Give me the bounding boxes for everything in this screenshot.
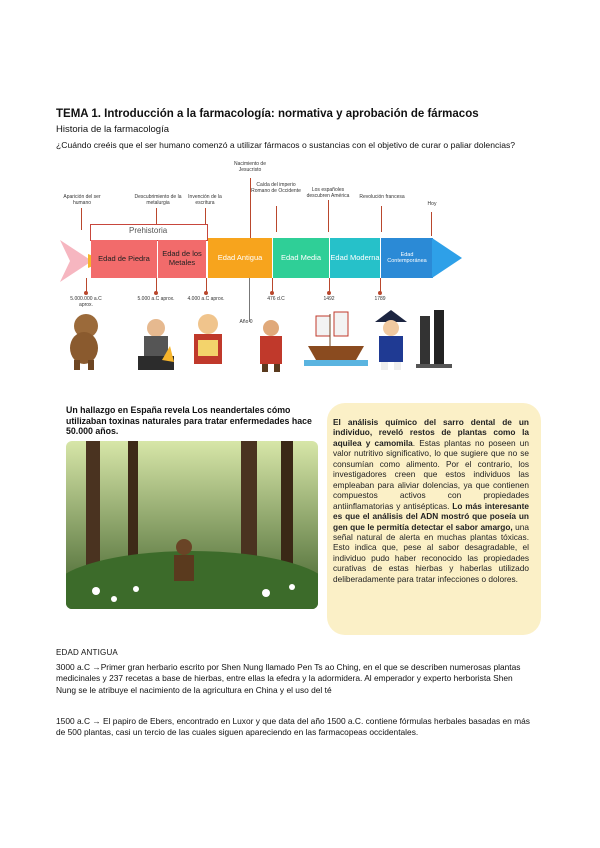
section-subtitle: Historia de la farmacología — [56, 124, 169, 135]
connector-dot — [204, 291, 208, 295]
date-label: Año 0 — [239, 319, 253, 325]
connector-line — [272, 278, 273, 292]
box-bold-1: El análisis químico del sarro dental de un individuo, reveló restos de plantas como la aquilea y camomila — [333, 417, 529, 448]
news-headline: Un hallazgo en España revela Los neandertales cómo utilizaban toxinas naturales para tratar enfermedades hace 50.000 años. — [66, 405, 312, 437]
box-text-2: una señal natural de alerta en muchas plantas tóxicas. Esto indica que, pese al sabor desagradable, el individuo pudo haber reconocido las propiedades curativas de estas hierbas y haberlas utilizado deliberadamente para tratar infecciones o dolores. — [333, 521, 529, 584]
connector-line — [328, 200, 329, 232]
skyscrapers-illustration — [416, 310, 452, 368]
connector-line — [381, 206, 382, 232]
info-box-text — [333, 417, 529, 584]
segment-modern-age: Edad Moderna — [330, 238, 380, 278]
paragraph-3000ac: 3000 a.C →Primer gran herbario escrito por Shen Nung llamado Pen Ts ao Ching, en el que se describen numerosas plantas medicinales y 237 recetas a base de hierbas, entre ellas la efedra y la adormidera. Al emperador y experto herborista Shen Nung se le atribuye el nacimiento de la agricultura en China y el uso del té — [56, 662, 521, 695]
scribe-illustration — [186, 310, 230, 372]
timeline-label-today: Hoy — [427, 201, 437, 207]
caveman-illustration — [64, 308, 106, 370]
year-zero-line — [249, 278, 250, 322]
segment-metal-age: Edad de los Metales — [158, 240, 206, 278]
timeline-label-jesus: Nacimiento de Jesucristo — [234, 161, 266, 173]
connector-line — [380, 278, 381, 292]
connector-dot — [270, 291, 274, 295]
prehistory-label: Prehistoria — [129, 226, 168, 235]
connector-dot — [154, 291, 158, 295]
connector-line — [86, 278, 87, 292]
segment-contemporary-age — [381, 238, 433, 278]
date-label: 1789 — [374, 296, 386, 302]
date-label: 5.000.000 a.C aprox. — [70, 296, 102, 308]
prehistory-bracket — [90, 224, 208, 241]
connector-line — [206, 278, 207, 292]
segment-contemporary-label: Edad Contemporánea — [387, 251, 427, 264]
connector-dot — [378, 291, 382, 295]
timeline-label-america: Los españoles descubren América — [306, 187, 350, 199]
timeline-label-metallurgy: Descubrimiento de la metalurgia — [134, 194, 182, 206]
blacksmith-illustration — [132, 316, 180, 372]
section-heading: EDAD ANTIGUA — [56, 648, 118, 657]
timeline-label-revolution: Revolución francesa — [359, 194, 405, 200]
napoleon-illustration — [371, 310, 411, 372]
connector-line — [431, 212, 432, 236]
timeline-label-human: Aparición del ser humano — [63, 194, 101, 206]
ship-illustration — [304, 310, 368, 368]
question-text: ¿Cuándo creéis que el ser humano comenzó a utilizar fármacos o sustancias con el objetivo de curar o paliar dolencias? — [56, 140, 516, 150]
date-label: 5.000 a.C aprox. — [137, 296, 175, 302]
timeline — [56, 158, 546, 378]
date-label: 4.000 a.C aprox. — [187, 296, 225, 302]
page-title: TEMA 1. Introducción a la farmacología: normativa y aprobación de fármacos — [56, 108, 479, 120]
connector-line — [250, 178, 251, 238]
connector-dot — [84, 291, 88, 295]
segment-middle-age: Edad Media — [273, 238, 329, 278]
timeline-label-rome: Caída del imperio Romano de Occidente — [251, 182, 301, 194]
roman-soldier-illustration — [254, 318, 288, 372]
connector-line — [276, 206, 277, 232]
paragraph-1500ac: 1500 a.C → El papiro de Ebers, encontrado en Luxor y que data del año 1500 a.C. contiene fórmulas herbales basadas en más de 500 plantas, casi un tercio de las cuales siguen apareciendo en las farmacopeas occidentales. — [56, 716, 530, 738]
connector-dot — [327, 291, 331, 295]
box-bold-2: Lo más interesante es que el análisis del ADN mostró que poseía un gen que le permitía detectar el sabor amargo, — [333, 500, 529, 532]
timeline-arrow-head — [432, 238, 462, 278]
connector-line — [81, 208, 82, 230]
date-label: 476 d.C — [267, 296, 285, 302]
timeline-label-writing: Invención de la escritura — [188, 194, 222, 206]
neanderthal-forest-image — [66, 441, 318, 609]
segment-stone-age: Edad de Piedra — [91, 240, 157, 278]
box-text-1: . Estas plantas no poseen un valor nutritivo significativo, lo que sugiere que no se consumían como alimento. Por el contrario, los investigadores creen que estos individuos las empleaban para aliviar dolencias, ya que contienen compuestos activos con propiedades antiinflamatorias y antisépticas. — [333, 437, 530, 511]
segment-ancient-age: Edad Antigua — [208, 238, 272, 278]
connector-line — [156, 278, 157, 292]
connector-line — [329, 278, 330, 292]
date-label: 1492 — [323, 296, 335, 302]
